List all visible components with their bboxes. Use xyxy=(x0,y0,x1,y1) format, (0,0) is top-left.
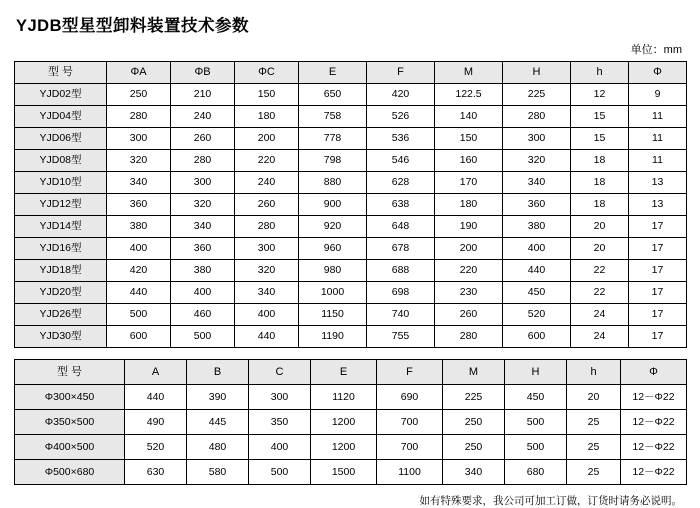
value-cell: 380 xyxy=(171,260,235,282)
value-cell: 440 xyxy=(235,326,299,348)
table-row xyxy=(15,62,687,84)
value-cell: 500 xyxy=(505,410,567,435)
model-cell: YJD02型 xyxy=(15,84,107,106)
value-cell: 380 xyxy=(503,216,571,238)
value-cell: 340 xyxy=(107,172,171,194)
value-cell: 400 xyxy=(503,238,571,260)
value-cell: 280 xyxy=(107,106,171,128)
table-row xyxy=(15,460,687,485)
model-cell: Φ350×500 xyxy=(15,410,125,435)
table-row xyxy=(15,106,687,128)
model-cell: Φ300×450 xyxy=(15,385,125,410)
column-header: M xyxy=(443,360,505,385)
value-cell: 17 xyxy=(629,282,687,304)
value-cell: 440 xyxy=(125,385,187,410)
value-cell: 250 xyxy=(107,84,171,106)
value-cell: 25 xyxy=(567,460,621,485)
table-row xyxy=(15,216,687,238)
value-cell: 9 xyxy=(629,84,687,106)
column-header: h xyxy=(567,360,621,385)
parameters-table-yjd xyxy=(14,61,687,348)
value-cell: 220 xyxy=(435,260,503,282)
value-cell: 150 xyxy=(235,84,299,106)
value-cell: 960 xyxy=(299,238,367,260)
table-row xyxy=(15,238,687,260)
table-header-row xyxy=(15,62,687,84)
value-cell: 240 xyxy=(235,172,299,194)
value-cell: 536 xyxy=(367,128,435,150)
column-header: F xyxy=(367,62,435,84)
value-cell: 340 xyxy=(235,282,299,304)
column-header: H xyxy=(503,62,571,84)
value-cell: 250 xyxy=(443,435,505,460)
value-cell: 445 xyxy=(187,410,249,435)
value-cell: 1100 xyxy=(377,460,443,485)
model-cell: YJD14型 xyxy=(15,216,107,238)
value-cell: 920 xyxy=(299,216,367,238)
value-cell: 400 xyxy=(171,282,235,304)
value-cell: 340 xyxy=(171,216,235,238)
model-cell: YJD08型 xyxy=(15,150,107,172)
value-cell: 300 xyxy=(171,172,235,194)
value-cell: 600 xyxy=(107,326,171,348)
value-cell: 200 xyxy=(435,238,503,260)
value-cell: 140 xyxy=(435,106,503,128)
value-cell: 320 xyxy=(107,150,171,172)
table-row xyxy=(15,385,687,410)
column-header: Φ xyxy=(629,62,687,84)
value-cell: 200 xyxy=(235,128,299,150)
value-cell: 20 xyxy=(571,238,629,260)
unit-label: 单位：mm xyxy=(630,44,682,56)
table-row xyxy=(15,150,687,172)
value-cell: 12－Φ22 xyxy=(621,410,687,435)
value-cell: 520 xyxy=(125,435,187,460)
table-row xyxy=(15,410,687,435)
column-header: M xyxy=(435,62,503,84)
value-cell: 678 xyxy=(367,238,435,260)
value-cell: 122.5 xyxy=(435,84,503,106)
model-cell: YJD06型 xyxy=(15,128,107,150)
value-cell: 230 xyxy=(435,282,503,304)
value-cell: 758 xyxy=(299,106,367,128)
model-cell: YJD26型 xyxy=(15,304,107,326)
value-cell: 240 xyxy=(171,106,235,128)
model-cell: Φ500×680 xyxy=(15,460,125,485)
table-row xyxy=(15,260,687,282)
value-cell: 480 xyxy=(187,435,249,460)
column-header: C xyxy=(249,360,311,385)
value-cell: 12－Φ22 xyxy=(621,435,687,460)
table-header-row xyxy=(15,360,687,385)
model-cell: YJD12型 xyxy=(15,194,107,216)
value-cell: 170 xyxy=(435,172,503,194)
value-cell: 18 xyxy=(571,172,629,194)
value-cell: 280 xyxy=(171,150,235,172)
value-cell: 24 xyxy=(571,304,629,326)
footnote: 如有特殊要求，我公司可加工订做，订货时请务必说明。 xyxy=(419,495,682,507)
value-cell: 1200 xyxy=(311,435,377,460)
model-cell: YJD20型 xyxy=(15,282,107,304)
value-cell: 11 xyxy=(629,106,687,128)
column-header: E xyxy=(299,62,367,84)
value-cell: 520 xyxy=(503,304,571,326)
value-cell: 1190 xyxy=(299,326,367,348)
value-cell: 18 xyxy=(571,150,629,172)
table-row xyxy=(15,304,687,326)
value-cell: 17 xyxy=(629,260,687,282)
column-header: B xyxy=(187,360,249,385)
value-cell: 755 xyxy=(367,326,435,348)
value-cell: 980 xyxy=(299,260,367,282)
value-cell: 250 xyxy=(443,410,505,435)
value-cell: 300 xyxy=(503,128,571,150)
value-cell: 12 xyxy=(571,84,629,106)
value-cell: 420 xyxy=(367,84,435,106)
value-cell: 700 xyxy=(377,435,443,460)
value-cell: 500 xyxy=(107,304,171,326)
value-cell: 450 xyxy=(505,385,567,410)
value-cell: 440 xyxy=(107,282,171,304)
value-cell: 880 xyxy=(299,172,367,194)
value-cell: 600 xyxy=(503,326,571,348)
value-cell: 630 xyxy=(125,460,187,485)
value-cell: 360 xyxy=(503,194,571,216)
column-header: ΦC xyxy=(235,62,299,84)
value-cell: 650 xyxy=(299,84,367,106)
value-cell: 15 xyxy=(571,106,629,128)
column-header: ΦA xyxy=(107,62,171,84)
value-cell: 400 xyxy=(107,238,171,260)
value-cell: 1500 xyxy=(311,460,377,485)
value-cell: 320 xyxy=(235,260,299,282)
value-cell: 260 xyxy=(435,304,503,326)
value-cell: 280 xyxy=(235,216,299,238)
value-cell: 280 xyxy=(435,326,503,348)
table-row xyxy=(15,84,687,106)
model-cell: Φ400×500 xyxy=(15,435,125,460)
value-cell: 648 xyxy=(367,216,435,238)
value-cell: 778 xyxy=(299,128,367,150)
value-cell: 340 xyxy=(443,460,505,485)
value-cell: 690 xyxy=(377,385,443,410)
value-cell: 350 xyxy=(249,410,311,435)
table-row xyxy=(15,194,687,216)
value-cell: 220 xyxy=(235,150,299,172)
value-cell: 400 xyxy=(249,435,311,460)
table-row xyxy=(15,128,687,150)
value-cell: 400 xyxy=(235,304,299,326)
value-cell: 180 xyxy=(235,106,299,128)
value-cell: 225 xyxy=(443,385,505,410)
value-cell: 15 xyxy=(571,128,629,150)
column-header: 型 号 xyxy=(15,62,107,84)
value-cell: 20 xyxy=(567,385,621,410)
value-cell: 420 xyxy=(107,260,171,282)
column-header: h xyxy=(571,62,629,84)
value-cell: 390 xyxy=(187,385,249,410)
value-cell: 12－Φ22 xyxy=(621,385,687,410)
column-header: A xyxy=(125,360,187,385)
value-cell: 20 xyxy=(571,216,629,238)
model-cell: YJD04型 xyxy=(15,106,107,128)
value-cell: 450 xyxy=(503,282,571,304)
value-cell: 300 xyxy=(249,385,311,410)
value-cell: 460 xyxy=(171,304,235,326)
value-cell: 24 xyxy=(571,326,629,348)
value-cell: 150 xyxy=(435,128,503,150)
value-cell: 546 xyxy=(367,150,435,172)
value-cell: 18 xyxy=(571,194,629,216)
value-cell: 13 xyxy=(629,194,687,216)
value-cell: 160 xyxy=(435,150,503,172)
value-cell: 698 xyxy=(367,282,435,304)
value-cell: 340 xyxy=(503,172,571,194)
value-cell: 490 xyxy=(125,410,187,435)
column-header: F xyxy=(377,360,443,385)
table-row xyxy=(15,282,687,304)
column-header: E xyxy=(311,360,377,385)
value-cell: 740 xyxy=(367,304,435,326)
value-cell: 280 xyxy=(503,106,571,128)
value-cell: 260 xyxy=(235,194,299,216)
value-cell: 1000 xyxy=(299,282,367,304)
model-cell: YJD10型 xyxy=(15,172,107,194)
value-cell: 360 xyxy=(107,194,171,216)
value-cell: 900 xyxy=(299,194,367,216)
table-row xyxy=(15,172,687,194)
column-header: Φ xyxy=(621,360,687,385)
column-header: ΦB xyxy=(171,62,235,84)
table-row xyxy=(15,360,687,385)
table-row xyxy=(15,435,687,460)
parameters-table-square xyxy=(14,359,687,485)
value-cell: 526 xyxy=(367,106,435,128)
value-cell: 17 xyxy=(629,238,687,260)
value-cell: 13 xyxy=(629,172,687,194)
table-row xyxy=(15,326,687,348)
value-cell: 25 xyxy=(567,435,621,460)
value-cell: 210 xyxy=(171,84,235,106)
value-cell: 180 xyxy=(435,194,503,216)
value-cell: 628 xyxy=(367,172,435,194)
value-cell: 688 xyxy=(367,260,435,282)
value-cell: 580 xyxy=(187,460,249,485)
column-header: 型 号 xyxy=(15,360,125,385)
model-cell: YJD16型 xyxy=(15,238,107,260)
value-cell: 500 xyxy=(505,435,567,460)
value-cell: 17 xyxy=(629,326,687,348)
value-cell: 500 xyxy=(171,326,235,348)
value-cell: 11 xyxy=(629,150,687,172)
value-cell: 500 xyxy=(249,460,311,485)
value-cell: 440 xyxy=(503,260,571,282)
value-cell: 300 xyxy=(235,238,299,260)
value-cell: 190 xyxy=(435,216,503,238)
page-title: YJDB型星型卸料装置技术参数 xyxy=(16,17,250,35)
value-cell: 11 xyxy=(629,128,687,150)
value-cell: 22 xyxy=(571,282,629,304)
value-cell: 225 xyxy=(503,84,571,106)
value-cell: 320 xyxy=(503,150,571,172)
model-cell: YJD30型 xyxy=(15,326,107,348)
value-cell: 1120 xyxy=(311,385,377,410)
column-header: H xyxy=(505,360,567,385)
value-cell: 798 xyxy=(299,150,367,172)
value-cell: 1150 xyxy=(299,304,367,326)
value-cell: 12－Φ22 xyxy=(621,460,687,485)
value-cell: 22 xyxy=(571,260,629,282)
value-cell: 260 xyxy=(171,128,235,150)
value-cell: 680 xyxy=(505,460,567,485)
value-cell: 360 xyxy=(171,238,235,260)
value-cell: 25 xyxy=(567,410,621,435)
value-cell: 300 xyxy=(107,128,171,150)
value-cell: 380 xyxy=(107,216,171,238)
value-cell: 17 xyxy=(629,304,687,326)
value-cell: 17 xyxy=(629,216,687,238)
value-cell: 638 xyxy=(367,194,435,216)
model-cell: YJD18型 xyxy=(15,260,107,282)
value-cell: 700 xyxy=(377,410,443,435)
value-cell: 320 xyxy=(171,194,235,216)
value-cell: 1200 xyxy=(311,410,377,435)
